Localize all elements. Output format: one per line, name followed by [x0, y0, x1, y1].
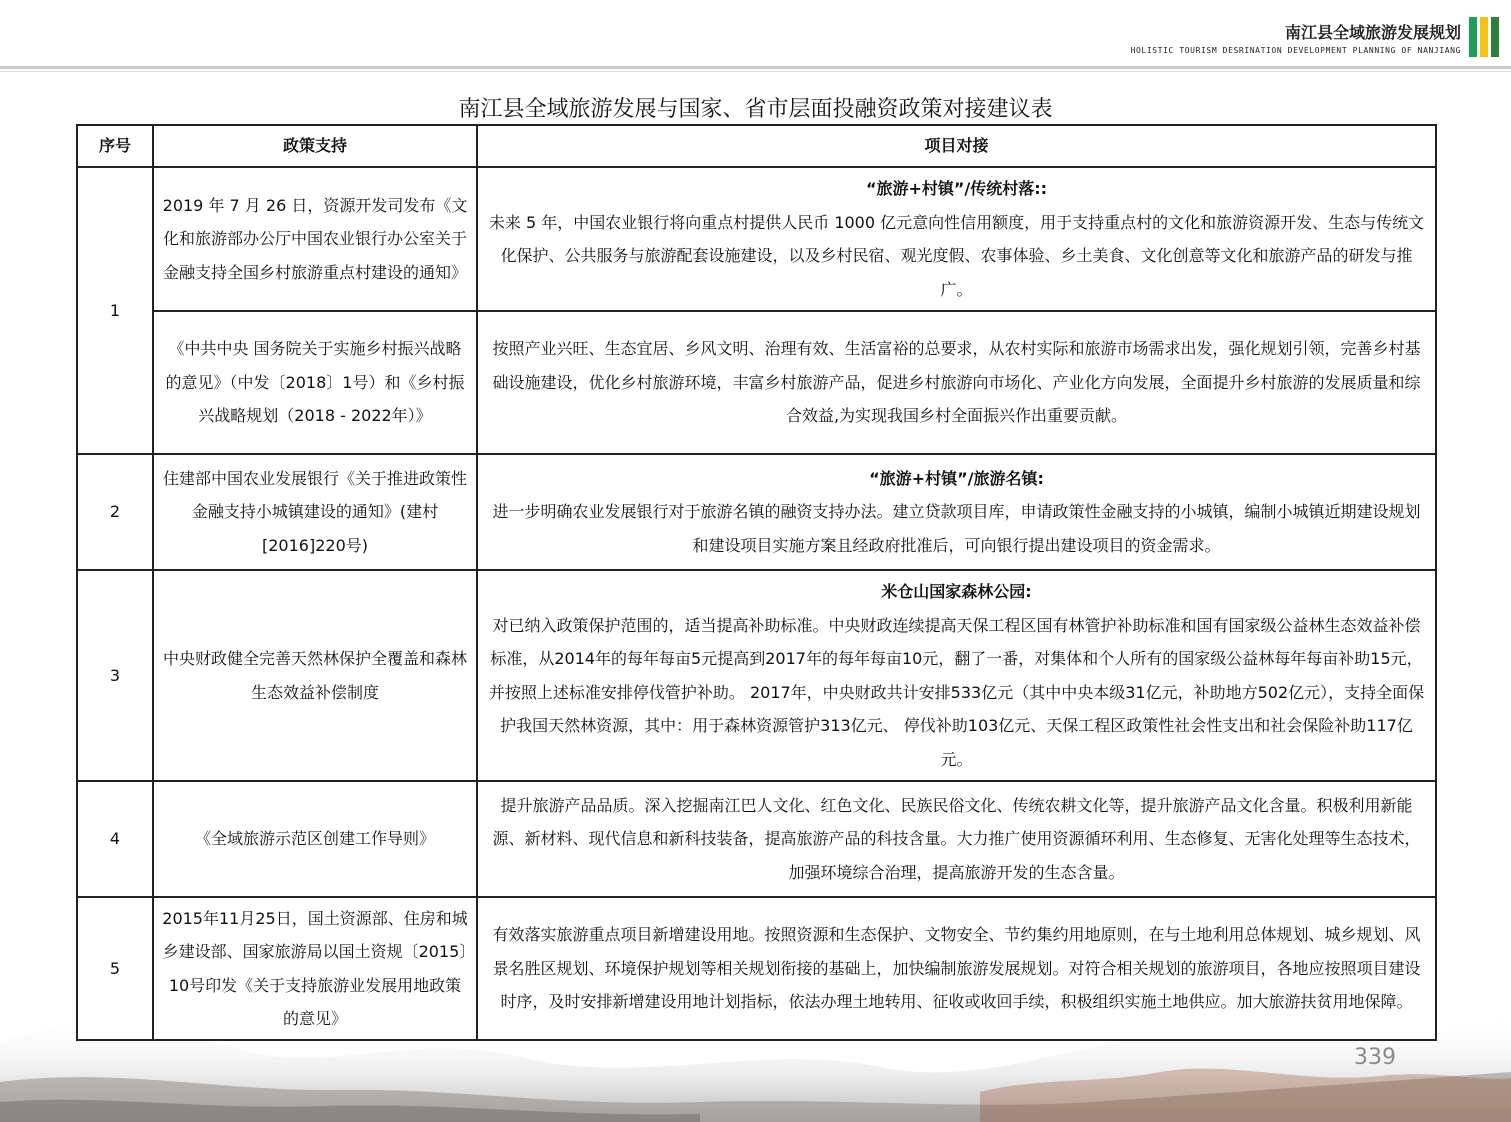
row-policy: 《中共中央 国务院关于实施乡村振兴战略的意见》（中发〔2018〕1号）和《乡村振兴战略规划（2018 - 2022年）》 — [153, 311, 477, 454]
project-subtitle: “旅游+村镇”/旅游名镇: — [869, 468, 1044, 488]
header-seq: 序号 — [77, 125, 153, 167]
row-seq: 5 — [77, 897, 153, 1040]
row-project — [477, 167, 1436, 311]
brand-bar — [1480, 17, 1488, 57]
header-divider — [0, 66, 1511, 69]
row-seq: 2 — [77, 454, 153, 570]
table-row — [77, 781, 1436, 897]
brand-bar — [1469, 17, 1477, 57]
header-title: 南江县全域旅游发展规划 — [1284, 23, 1461, 42]
header-project: 项目对接 — [477, 125, 1436, 167]
header-subtitle: HOLISTIC TOURISM DESRINATION DEVELOPMENT PLANNING OF NANJIANG — [1130, 46, 1461, 55]
project-subtitle: “旅游+村镇”/传统村落:: — [865, 179, 1048, 198]
table-row — [77, 311, 1436, 454]
table-row — [77, 454, 1436, 570]
row-seq: 1 — [77, 167, 153, 454]
table-row — [77, 570, 1436, 781]
project-text: 按照产业兴旺、生态宜居、乡风文明、治理有效、生活富裕的总要求，从农村实际和旅游市场需求出发，强化规划引领，完善乡村基础设施建设，优化乡村旅游环境，丰富乡村旅游产品，促进乡村旅游向市场化、产业化方向发展，全面提升乡村旅游的发展质量和综合效益,为实现我国乡村全面振兴作出重要贡献。 — [492, 339, 1421, 426]
row-project — [477, 897, 1436, 1040]
row-project — [477, 311, 1436, 454]
row-seq: 3 — [77, 570, 153, 781]
page-title: 南江县全域旅游发展与国家、省市层面投融资政策对接建议表 — [458, 97, 1053, 122]
table-header-row — [77, 125, 1436, 167]
row-policy: 2015年11月25日，国土资源部、住房和城乡建设部、国家旅游局以国土资规〔2015〕10号印发《关于支持旅游业发展用地政策的意见》 — [153, 897, 477, 1040]
project-text: 提升旅游产品品质。深入挖掘南江巴人文化、红色文化、民族民俗文化、传统农耕文化等，提升旅游产品文化含量。积极利用新能源、新材料、现代信息和新科技装备，提高旅游产品的科技含量。大力推广使用资源循环利用、生态修复、无害化处理等生态技术，加强环境综合治理，提高旅游开发的生态含量。 — [492, 795, 1421, 882]
row-policy: 2019 年 7 月 26 日，资源开发司发布《文化和旅游部办公厅中国农业银行办公室关于金融支持全国乡村旅游重点村建设的通知》 — [153, 167, 477, 311]
project-text: 进一步明确农业发展银行对于旅游名镇的融资支持办法。建立贷款项目库，申请政策性金融支持的小城镇，编制小城镇近期建设规划和建设项目实施方案且经政府批准后，可向银行提出建设项目的资金需求。 — [492, 502, 1421, 555]
row-seq: 4 — [77, 781, 153, 897]
page-number: 339 — [1354, 1045, 1396, 1070]
table-row — [77, 897, 1436, 1040]
row-project — [477, 454, 1436, 570]
project-text: 有效落实旅游重点项目新增建设用地。按照资源和生态保护、文物安全、节约集约用地原则，在与土地利用总体规划、城乡规划、风景名胜区规划、环境保护规划等相关规划衔接的基础上，加快编制旅游发展规划。对符合相关规划的旅游项目，各地应按照项目建设时序，及时安排新增建设用地计划指标，依法办理土地转用、征收或收回手续，积极组织实施土地供应。加大旅游扶贫用地保障。 — [492, 925, 1421, 1012]
row-policy: 住建部中国农业发展银行《关于推进政策性金融支持小城镇建设的通知》(建村[2016]220号) — [153, 454, 477, 570]
brand-bar — [1491, 17, 1499, 57]
header-divider-thin — [0, 71, 1511, 72]
table-row — [77, 167, 1436, 311]
project-text: 对已纳入政策保护范围的，适当提高补助标准。中央财政连续提高天保工程区国有林管护补助标准和国有国家级公益林生态效益补偿标准，从2014年的每年每亩5元提高到2017年的每年每亩10元，翻了一番，对集体和个人所有的国家级公益林每年每亩补助15元，并按照上述标准安排停伐管护补助。 2017年，中央财政共计安排533亿元（其中中央本级31亿元，补助地方502亿元），支持全面保护我国天然林资源，其中：用于森林资源管护313亿元、 停伐补助103亿元、天保工程区政策性社会性支出和社会保险补助117亿元。 — [488, 615, 1425, 769]
policy-table — [76, 124, 1437, 1041]
brand-bars-icon — [1469, 17, 1499, 57]
project-subtitle: 米仓山国家森林公园: — [881, 582, 1032, 601]
project-text: 未来 5 年，中国农业银行将向重点村提供人民币 1000 亿元意向性信用额度，用于支持重点村的文化和旅游资源开发、生态与传统文化保护、公共服务与旅游配套设施建设，以及乡村民宿、观光度假、农事体验、乡土美食、文化创意等文化和旅游产品的研发与推广。 — [488, 212, 1425, 299]
row-policy: 中央财政健全完善天然林保护全覆盖和森林生态效益补偿制度 — [153, 570, 477, 781]
row-policy: 《全域旅游示范区创建工作导则》 — [153, 781, 477, 897]
row-project — [477, 570, 1436, 781]
row-project — [477, 781, 1436, 897]
header-policy: 政策支持 — [153, 125, 477, 167]
